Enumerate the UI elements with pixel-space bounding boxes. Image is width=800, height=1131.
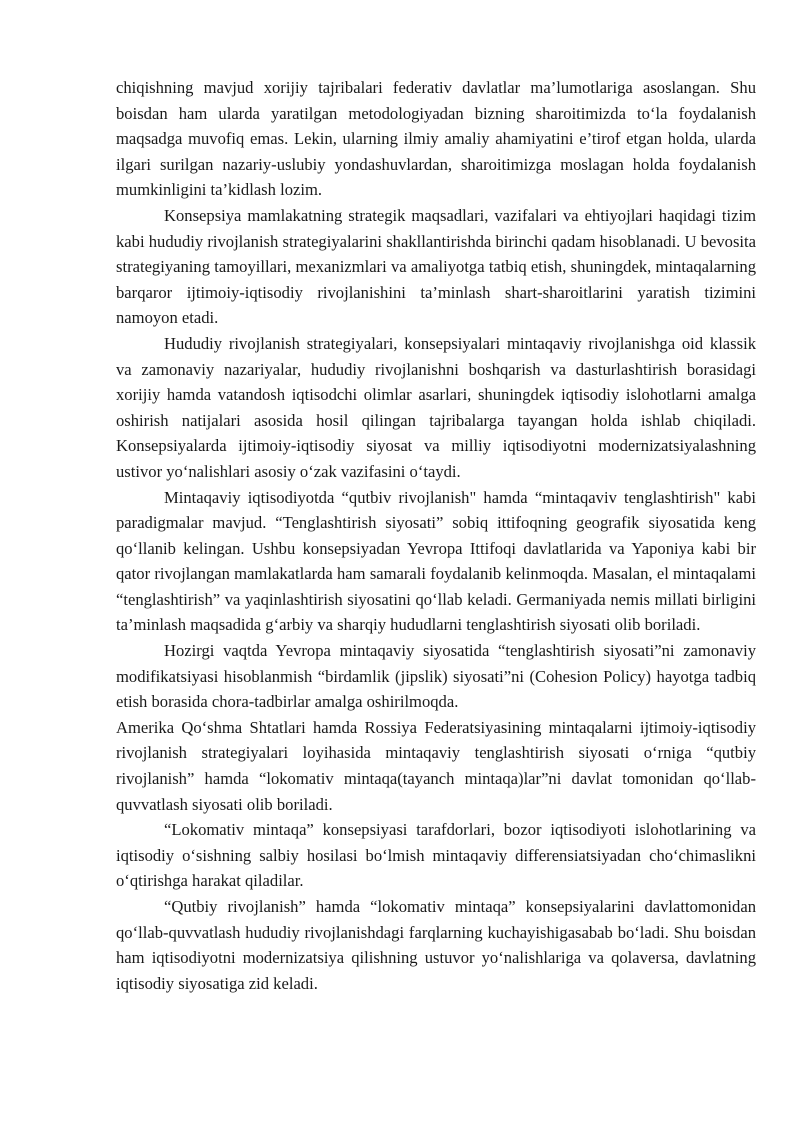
paragraph: chiqishning mavjud xorijiy tajribalari federativ davlatlar ma’lumotlariga asoslangan. Shu boisdan ham ularda yaratilgan metodologiyadan bizning sharoitimizda to‘la foydalanish maqsadga muvofiq emas. Lekin, ularning ilmiy amaliy ahamiyatini e’tirof etgan holda, ularda ilgari surilgan nazariy-uslubiy yondashuvlardan, sharoitimizga moslagan holda foydalanish mumkinligini ta’kidlash lozim.: [116, 78, 756, 200]
paragraph: Amerika Qo‘shma Shtatlari hamda Rossiya Federatsiyasining mintaqalarni ijtimoiy-iqtisodiy rivojlanish strategiyalari loyihasida mintaqaviy tenglashtirish siyosati o‘rniga “qutbiy rivojlanish” hamda “lokomativ mintaqa(tayanch mintaqa)lar”ni davlat tomonidan qo‘llab-quvvatlash siyosati olib boriladi.: [116, 717, 756, 814]
paragraph: Hozirgi vaqtda Yevropa mintaqaviy siyosatida “tenglashtirish siyosati”ni zamonaviy modifikatsiyasi hisoblanmish “birdamlik (jipslik) siyosati”ni (Cohesion Policy) hayotga tadbiq etish borasida chora-tadbirlar amalga oshirilmoqda.: [116, 641, 756, 712]
paragraph: Konsepsiya mamlakatning strategik maqsadlari, vazifalari va ehtiyojlari haqidagi tizim kabi hududiy rivojlanish strategiyalarini shakllantirishda birinchi qadam hisoblanadi. U bevosita strategiyaning tamoyillari, mexanizmlari va amaliyotga tatbiq etish, shuningdek, mintaqalarning barqaror ijtimoiy-iqtisodiy rivojlanishini ta’minlash shart-sharoitlarini yaratish tizimini namoyon etadi.: [116, 205, 756, 328]
paragraph: Mintaqaviy iqtisodiyotda “qutbiv rivojlanish" hamda “mintaqaviv tenglashtirish" kabi paradigmalar mavjud. “Tenglashtirish siyosati” sobiq ittifoqning geografik siyosatida keng qo‘llanib kelingan. Ushbu konsepsiyadan Yevropa Ittifoqi davlatlarida va Yaponiya kabi bir qator rivojlangan mamlakatlarda ham samarali foydalanib kelinmoqda. Masalan, el mintaqalami “tenglashtirish” va yaqinlashtirish siyosatini qo‘llab keladi. Germaniyada nemis millati birligini ta’minlash maqsadida g‘arbiy va sharqiy hududlarni tenglashtirish siyosati olib boriladi.: [116, 487, 756, 635]
document-page: [116, 75, 756, 996]
paragraph: “Qutbiy rivojlanish” hamda “lokomativ mintaqa” konsepsiyalarini davlattomonidan qo‘llab-quvvatlash hududiy rivojlanishdagi farqlarning kuchayishigasabab bo‘ladi. Shu boisdan ham iqtisodiyotni modernizatsiya qilishning ustuvor yo‘nalishlariga va qolaversa, davlatning iqtisodiy siyosatiga zid keladi.: [116, 897, 756, 993]
paragraph: Hududiy rivojlanish strategiyalari, konsepsiyalari mintaqaviy rivojlanishga oid klassik va zamonaviy nazariyalar, hududiy rivojlanishni boshqarish va dasturlashtirish borasidagi xorijiy hamda vatandosh iqtisodchi olimlar asarlari, shuningdek iqtisodiy islohotlarni amalga oshirish natijalari asosida hosil qilingan tajribalarga tayangan holda ishlab chiqiladi. Konsepsiyalarda ijtimoiy-iqtisodiy siyosat va milliy iqtisodiyotni modernizatsiyalashning ustivor yo‘nalishlari asosiy o‘zak vazifasini o‘taydi.: [116, 333, 756, 481]
paragraph: “Lokomativ mintaqa” konsepsiyasi tarafdorlari, bozor iqtisodiyoti islohotlarining va iqtisodiy o‘sishning salbiy hosilasi bo‘lmish mintaqaviy differensiatsiyadan cho‘chimaslikni o‘qtirishga harakat qiladilar.: [116, 820, 756, 891]
